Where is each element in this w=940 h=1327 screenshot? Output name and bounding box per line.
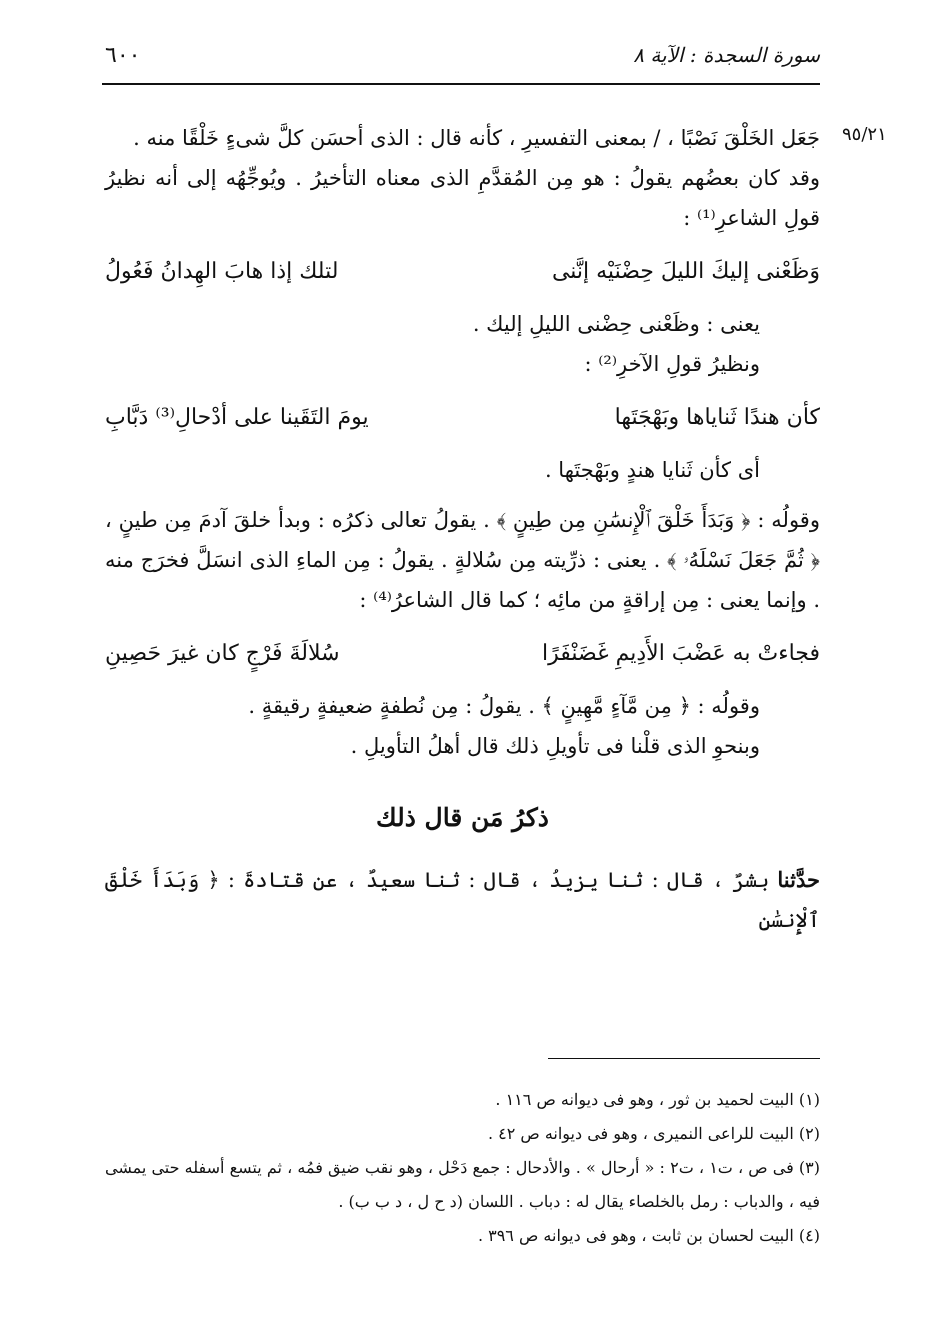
paragraph-5: أى كأن ثَنايا هندٍ وبَهْجتَها . [544, 458, 760, 482]
paragraph-9-lead: حدَّثنا [777, 867, 820, 892]
verse-1 [105, 252, 820, 292]
page-number: ٦٠٠ [105, 42, 141, 68]
footnote-2: (٢) البيت للراعى النميرى ، وهو فى ديوانه ص ٤٢ . [487, 1124, 820, 1143]
footnote-4: (٤) البيت لحسان بن ثابت ، وهو فى ديوانه ص ٣٩٦ . [477, 1226, 820, 1245]
paragraph-9-text: بشرٌ ، قال : ثنا يزيدُ ، قال : ثنا سعيدٌ ، عن قتادةَ : ﴿ وَبَدَأَ خَلْقَ ٱلْإِنسَٰنِ [105, 868, 820, 932]
running-head [105, 30, 820, 80]
section-heading: ذكرُ مَن قال ذلك [376, 803, 549, 832]
main-text [105, 118, 820, 940]
footnote-1: (١) البيت لحميد بن ثور ، وهو فى ديوانه ص ١١٦ . [495, 1090, 820, 1109]
footnotes [105, 1083, 820, 1253]
verse-1-second-hemistich: لتلك إذا هابَ الهِدانُ فَعُولُ [105, 259, 339, 284]
verse-2-second-hemistich: يومَ التَقَينا على أدْحالِ⁽³⁾ دَبَّابِ [105, 405, 369, 430]
paragraph-4: ونظيرُ قولِ الآخرِ⁽²⁾ : [584, 352, 760, 376]
paragraph-9 [105, 860, 820, 940]
header-title: سورة السجدة : الآية ٨ [633, 43, 820, 67]
footnote-3: (٣) فى ص ، ت١ ، ت٢ : « أرحال » . والأدحال : جمع دَحْل ، وهو نقب ضيق فمُه ، ثم يتسع أسفله حتى يمشى فيه ، والدباب : رمل بالخلصاء يقال له : دباب . اللسان (د ح ل ، د ب ب) . [105, 1158, 821, 1211]
verse-2-first-hemistich: كأن هندًا ثَناياها وبَهْجَتَها [614, 405, 820, 430]
paragraph-3: يعنى : وظَعْنى حِضْنى الليلِ إليك . [472, 312, 760, 336]
verse-3-first-hemistich: فجاءتْ به عَضْبَ الأَدِيمِ غَضَنْفَرًا [542, 641, 820, 666]
paragraph-1: جَعَل الخَلْقَ نَصْبًا ، / بمعنى التفسيرِ ، كأنه قال : الذى أحسَن كلَّ شىءٍ خَلْقًا منه . [133, 126, 820, 150]
margin-reference: ٩٥/٢١ [842, 124, 887, 145]
verse-2 [105, 398, 820, 438]
footnote-rule [548, 1058, 820, 1059]
paragraph-6: وقولُه : ﴿ وَبَدَأَ خَلْقَ ٱلْإِنسَٰنِ مِن طِينٍ ﴾ . يقولُ تعالى ذكرُه : وبدأ خلقَ آدمَ مِن طينٍ ، ﴿ ثُمَّ جَعَلَ نَسْلَهُۥ ﴾ . يعنى : ذرِّيته مِن سُلالةٍ . يقولُ : مِن الماءِ الذى انسَلَّ فخرَج منه . وإنما يعنى : مِن إراقةٍ من مائِه ؛ كما قال الشاعرُ⁽⁴⁾ : [105, 508, 820, 612]
paragraph-2: وقد كان بعضُهم يقولُ : هو مِن المُقدَّمِ الذى معناه التأخيرُ . ويُوجِّهُه إلى أنه نظيرُ قولِ الشاعرِ⁽¹⁾ : [105, 166, 820, 230]
verse-3-second-hemistich: سُلالَةَ فَرْجٍ كان غيرَ حَصِينِ [105, 641, 340, 666]
header-rule [102, 83, 820, 85]
paragraph-8: وبنحوِ الذى قلْنا فى تأويلِ ذلك قال أهلُ التأويلِ . [350, 734, 760, 758]
paragraph-7: وقولُه : ﴿ مِن مَّآءٍ مَّهِينٍ ﴾ . يقولُ : مِن نُطفةٍ ضعيفةٍ رقيقةٍ . [248, 694, 760, 718]
verse-3 [105, 634, 820, 674]
verse-1-first-hemistich: وَظَعْنى إليكَ الليلَ حِضْنَيْه إنَّنى [551, 259, 820, 284]
